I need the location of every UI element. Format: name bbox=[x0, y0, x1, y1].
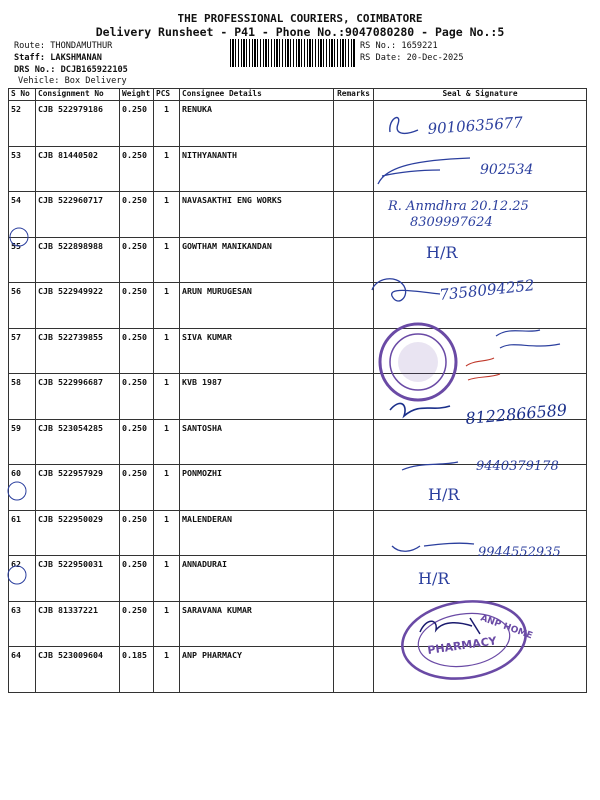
seal-cell bbox=[374, 647, 587, 693]
sno-cell: 53 bbox=[9, 146, 36, 192]
consignment-cell: CJB 81440502 bbox=[36, 146, 120, 192]
pcs-cell: 1 bbox=[154, 374, 180, 420]
seal-cell bbox=[374, 601, 587, 647]
hw-hr-63: H/R bbox=[418, 569, 450, 588]
sno-cell: 58 bbox=[9, 374, 36, 420]
consignee-cell: MALENDERAN bbox=[180, 510, 334, 556]
sno-cell: 60 bbox=[9, 465, 36, 511]
remarks-cell bbox=[334, 510, 374, 556]
rs-no-label: RS No.: bbox=[360, 41, 397, 51]
table-row bbox=[9, 283, 587, 329]
table-row bbox=[9, 374, 587, 420]
vehicle-label: Vehicle: bbox=[18, 76, 60, 86]
consignment-cell: CJB 81337221 bbox=[36, 601, 120, 647]
vehicle-value: Box Delivery bbox=[64, 76, 127, 86]
consignee-cell: SIVA KUMAR bbox=[180, 328, 334, 374]
consignment-cell: CJB 523009604 bbox=[36, 647, 120, 693]
hw-phone-54: 8309997624 bbox=[410, 215, 493, 230]
consignee-cell: PONMOZHI bbox=[180, 465, 334, 511]
hw-phone-52: 9010635677 bbox=[427, 113, 524, 138]
hw-phone-60: 9440379178 bbox=[476, 459, 559, 474]
seal-cell bbox=[374, 101, 587, 147]
weight-cell: 0.250 bbox=[120, 374, 154, 420]
pcs-cell: 1 bbox=[154, 556, 180, 602]
pcs-cell: 1 bbox=[154, 419, 180, 465]
col-consignee-header: Consignee Details bbox=[180, 89, 334, 101]
weight-cell: 0.250 bbox=[120, 101, 154, 147]
consignment-cell: CJB 522960717 bbox=[36, 192, 120, 238]
table-row bbox=[9, 328, 587, 374]
staff-line bbox=[14, 52, 102, 64]
sno-cell: 64 bbox=[9, 647, 36, 693]
sno-cell: 55 bbox=[9, 237, 36, 283]
company-title: THE PROFESSIONAL COURIERS, COIMBATORE bbox=[177, 12, 423, 25]
hw-phone-53: 902534 bbox=[480, 162, 534, 178]
remarks-cell bbox=[334, 556, 374, 602]
seal-cell bbox=[374, 374, 587, 420]
rs-date-line bbox=[360, 52, 464, 64]
consignment-cell: CJB 523054285 bbox=[36, 419, 120, 465]
drs-label: DRS No.: bbox=[14, 65, 56, 75]
remarks-cell bbox=[334, 374, 374, 420]
table-row bbox=[9, 556, 587, 602]
pcs-cell: 1 bbox=[154, 328, 180, 374]
rs-date-label: RS Date: bbox=[360, 53, 402, 63]
table-row bbox=[9, 101, 587, 147]
weight-cell: 0.250 bbox=[120, 146, 154, 192]
consignee-cell: NAVASAKTHI ENG WORKS bbox=[180, 192, 334, 238]
pcs-cell: 1 bbox=[154, 510, 180, 556]
sno-cell: 57 bbox=[9, 328, 36, 374]
sno-cell: 56 bbox=[9, 283, 36, 329]
consignment-cell: CJB 522957929 bbox=[36, 465, 120, 511]
remarks-cell bbox=[334, 237, 374, 283]
sno-cell: 54 bbox=[9, 192, 36, 238]
remarks-cell bbox=[334, 101, 374, 147]
remarks-cell bbox=[334, 465, 374, 511]
consignment-cell: CJB 522949922 bbox=[36, 283, 120, 329]
staff-label: Staff: bbox=[14, 53, 46, 63]
seal-cell bbox=[374, 192, 587, 238]
consignee-cell: ANP PHARMACY bbox=[180, 647, 334, 693]
barcode bbox=[230, 39, 356, 67]
col-seal-header: Seal & Signature bbox=[374, 89, 587, 101]
rs-no-line bbox=[360, 40, 438, 52]
consignee-cell: GOWTHAM MANIKANDAN bbox=[180, 237, 334, 283]
consignment-cell: CJB 522950029 bbox=[36, 510, 120, 556]
consignment-cell: CJB 522950031 bbox=[36, 556, 120, 602]
table-row bbox=[9, 237, 587, 283]
consignee-cell: SARAVANA KUMAR bbox=[180, 601, 334, 647]
route-line bbox=[14, 40, 112, 52]
remarks-cell bbox=[334, 419, 374, 465]
consignment-cell: CJB 522996687 bbox=[36, 374, 120, 420]
col-consignment-header: Consignment No bbox=[36, 89, 120, 101]
table-row bbox=[9, 192, 587, 238]
runsheet-table bbox=[8, 88, 587, 693]
sno-cell: 61 bbox=[9, 510, 36, 556]
pcs-cell: 1 bbox=[154, 237, 180, 283]
consignee-cell: ARUN MURUGESAN bbox=[180, 283, 334, 329]
weight-cell: 0.185 bbox=[120, 647, 154, 693]
remarks-cell bbox=[334, 283, 374, 329]
consignee-cell: ANNADURAI bbox=[180, 556, 334, 602]
col-remarks-header: Remarks bbox=[334, 89, 374, 101]
weight-cell: 0.250 bbox=[120, 328, 154, 374]
table-row bbox=[9, 146, 587, 192]
weight-cell: 0.250 bbox=[120, 465, 154, 511]
staff-value: LAKSHMANAN bbox=[50, 53, 102, 63]
pharmacy-stamp-text: PHARMACY bbox=[426, 634, 498, 657]
remarks-cell bbox=[334, 192, 374, 238]
table-header-row bbox=[9, 89, 587, 101]
hw-hr-55: H/R bbox=[426, 243, 458, 262]
hw-phone-62: 9944552935 bbox=[478, 545, 561, 560]
seal-cell bbox=[374, 237, 587, 283]
weight-cell: 0.250 bbox=[120, 237, 154, 283]
table-body bbox=[9, 101, 587, 693]
drs-value: DCJB165922105 bbox=[60, 65, 128, 75]
weight-cell: 0.250 bbox=[120, 283, 154, 329]
hw-phone-59: 8122866589 bbox=[464, 400, 568, 428]
sno-cell: 52 bbox=[9, 101, 36, 147]
sno-cell: 62 bbox=[9, 556, 36, 602]
col-pcs-header: PCS bbox=[154, 89, 180, 101]
seal-cell bbox=[374, 146, 587, 192]
seal-cell bbox=[374, 328, 587, 374]
table-row bbox=[9, 647, 587, 693]
pcs-cell: 1 bbox=[154, 601, 180, 647]
pcs-cell: 1 bbox=[154, 465, 180, 511]
pcs-cell: 1 bbox=[154, 146, 180, 192]
col-sno-header: S No bbox=[9, 89, 36, 101]
sno-cell: 59 bbox=[9, 419, 36, 465]
weight-cell: 0.250 bbox=[120, 601, 154, 647]
remarks-cell bbox=[334, 328, 374, 374]
consignee-cell: KVB 1987 bbox=[180, 374, 334, 420]
consignment-cell: CJB 522898988 bbox=[36, 237, 120, 283]
consignment-cell: CJB 522979186 bbox=[36, 101, 120, 147]
remarks-cell bbox=[334, 601, 374, 647]
seal-cell bbox=[374, 465, 587, 511]
pcs-cell: 1 bbox=[154, 101, 180, 147]
hw-phone-56: 7358094252 bbox=[438, 276, 536, 304]
seal-cell bbox=[374, 283, 587, 329]
hw-hr-61: H/R bbox=[428, 485, 460, 504]
sno-cell: 63 bbox=[9, 601, 36, 647]
hw-name-54: R. Anmdhra 20.12.25 bbox=[388, 199, 529, 214]
weight-cell: 0.250 bbox=[120, 192, 154, 238]
vehicle-line bbox=[18, 75, 127, 87]
consignee-cell: NITHYANANTH bbox=[180, 146, 334, 192]
seal-cell bbox=[374, 556, 587, 602]
col-weight-header: Weight bbox=[120, 89, 154, 101]
seal-cell bbox=[374, 510, 587, 556]
table-row bbox=[9, 419, 587, 465]
table-row bbox=[9, 465, 587, 511]
pcs-cell: 1 bbox=[154, 283, 180, 329]
consignee-cell: SANTOSHA bbox=[180, 419, 334, 465]
weight-cell: 0.250 bbox=[120, 510, 154, 556]
pcs-cell: 1 bbox=[154, 647, 180, 693]
consignee-cell: RENUKA bbox=[180, 101, 334, 147]
table-row bbox=[9, 510, 587, 556]
table-row bbox=[9, 601, 587, 647]
rs-date-value: 20-Dec-2025 bbox=[406, 53, 464, 63]
rs-no-value: 1659221 bbox=[401, 41, 438, 51]
consignment-cell: CJB 522739855 bbox=[36, 328, 120, 374]
runsheet-subtitle: Delivery Runsheet - P41 - Phone No.:9047080280 - Page No.:5 bbox=[95, 25, 505, 39]
remarks-cell bbox=[334, 647, 374, 693]
remarks-cell bbox=[334, 146, 374, 192]
pcs-cell: 1 bbox=[154, 192, 180, 238]
weight-cell: 0.250 bbox=[120, 556, 154, 602]
pharmacy-stamp-arc: ANP HOME bbox=[478, 613, 534, 642]
route-label: Route: bbox=[14, 41, 46, 51]
seal-cell bbox=[374, 419, 587, 465]
weight-cell: 0.250 bbox=[120, 419, 154, 465]
route-value: THONDAMUTHUR bbox=[50, 41, 113, 51]
